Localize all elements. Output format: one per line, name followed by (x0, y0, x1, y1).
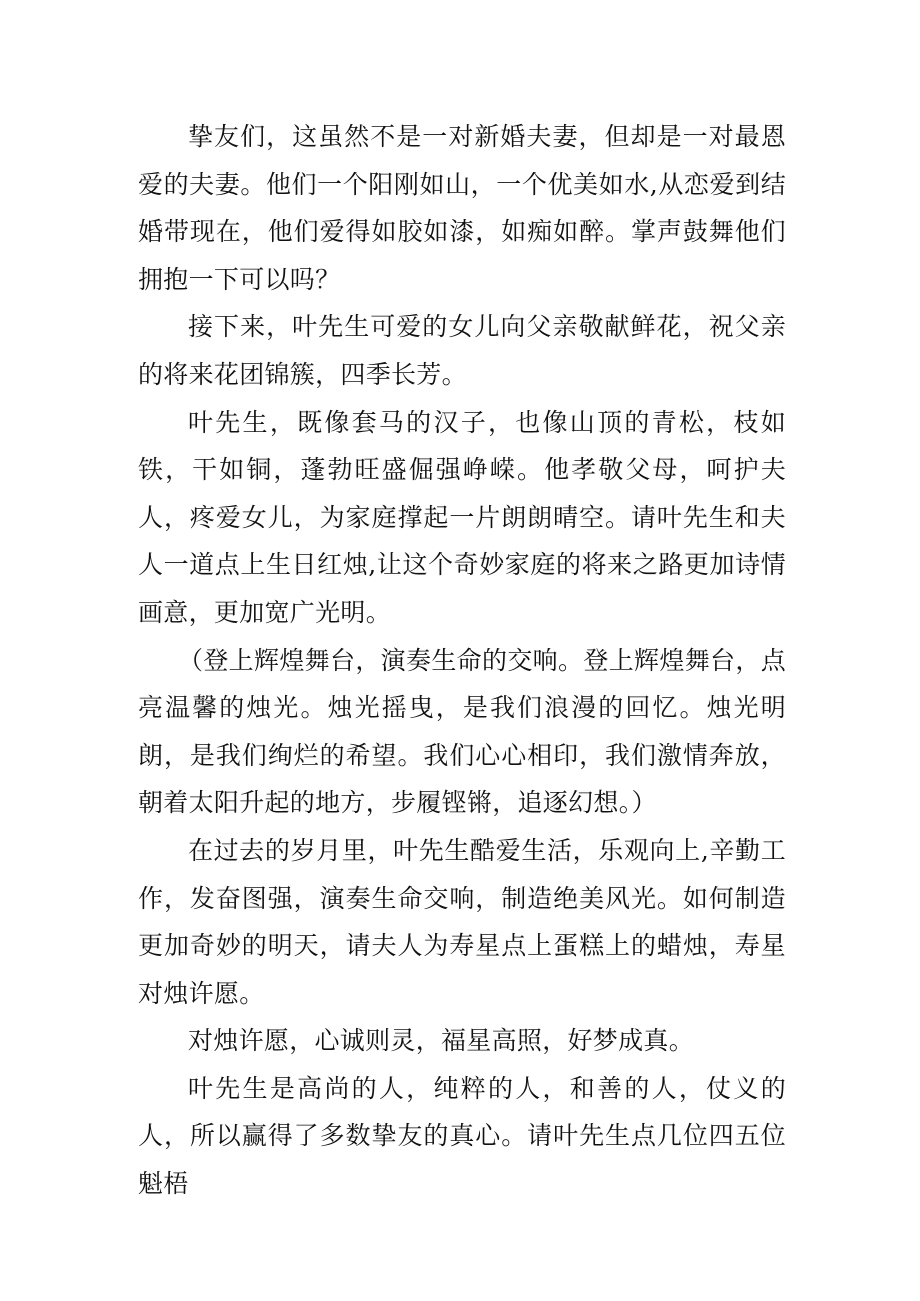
paragraph-stage-verse: （登上辉煌舞台，演奏生命的交响。登上辉煌舞台，点亮温馨的烛光。烛光摇曳，是我们浪漫的回忆。烛光明朗，是我们绚烂的希望。我们心心相印，我们激情奔放，朝着太阳升起的地方，步履铿锵，追逐幻想。） (138, 645, 786, 818)
paragraph-couple-embrace: 挚友们，这虽然不是一对新婚夫妻，但却是一对最恩爱的夫妻。他们一个阳刚如山，一个优美如水,从恋爱到结婚带现在，他们爱得如胶如漆，如痴如醉。掌声鼓舞他们拥抱一下可以吗？ (138, 122, 786, 294)
paragraph-daughter-flowers: 接下来，叶先生可爱的女儿向父亲敬献鲜花，祝父亲的将来花团锦簇，四季长芳。 (138, 312, 786, 389)
paragraph-make-wish: 对烛许愿，心诚则灵，福星高照，好梦成真。 (188, 1026, 695, 1056)
paragraph-past-years: 在过去的岁月里，叶先生酷爱生活，乐观向上,辛勤工作，发奋图强，演奏生命交响，制造绝美风光。如何制造更加奇妙的明天，请夫人为寿星点上蛋糕上的蜡烛，寿星对烛许愿。 (138, 835, 786, 1008)
paragraph-noble-person: 叶先生是高尚的人，纯粹的人，和善的人，仗义的人，所以赢得了多数挚友的真心。请叶先生点几位四五位魁梧 (138, 1073, 786, 1199)
document-body (138, 113, 786, 1208)
paragraph-mr-ye-praise: 叶先生，既像套马的汉子，也像山顶的青松，枝如铁，干如铜，蓬勃旺盛倔强峥嵘。他孝敬父母，呵护夫人，疼爱女儿，为家庭撑起一片朗朗晴空。请叶先生和夫人一道点上生日红烛,让这个奇妙家庭的将来之路更加诗情画意，更加宽广光明。 (138, 407, 786, 627)
